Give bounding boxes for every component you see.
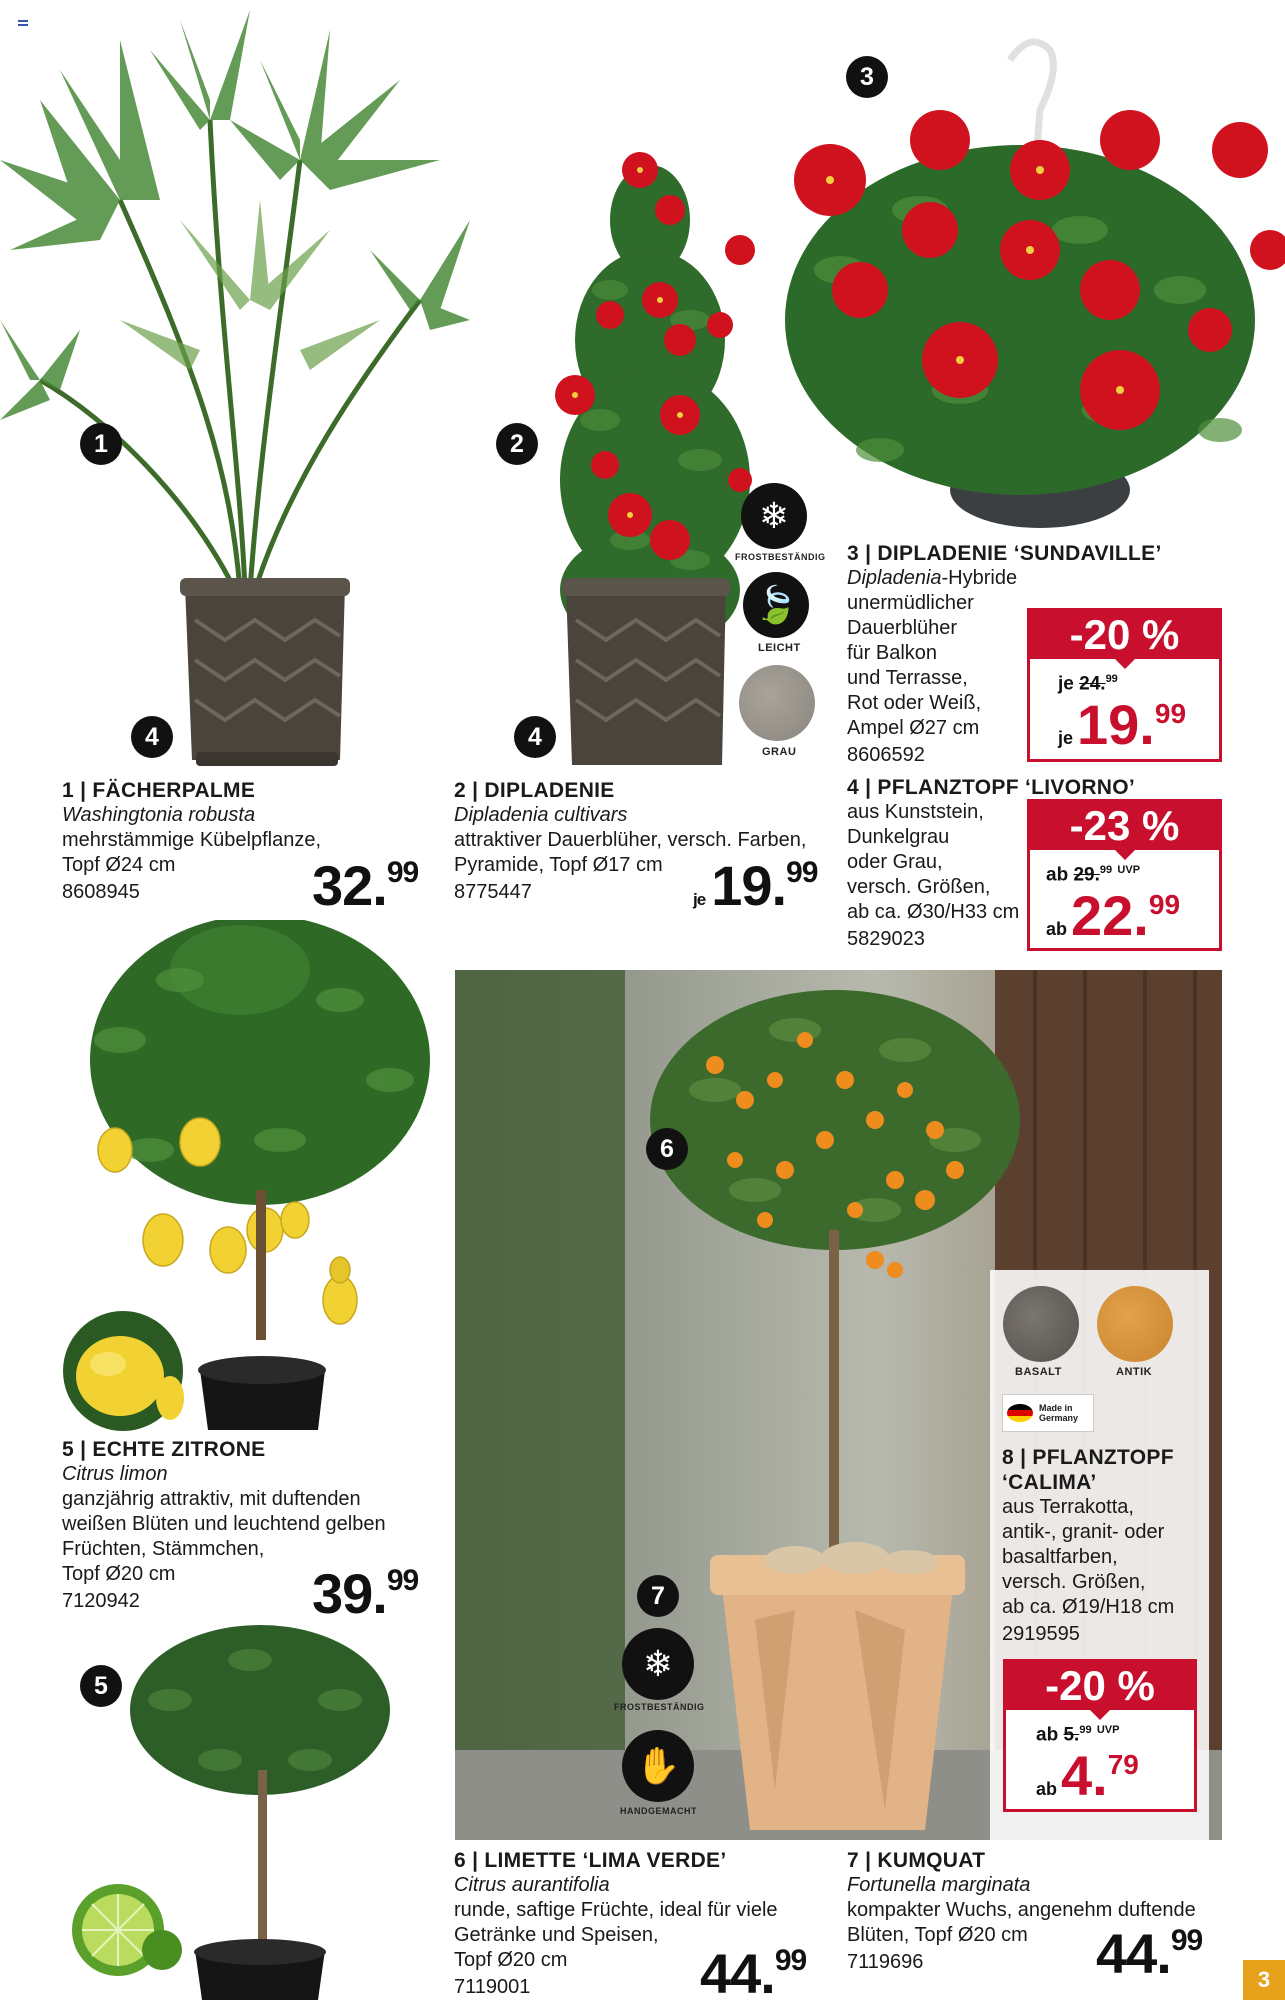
grey-label: GRAU	[762, 746, 797, 758]
product-latin-suffix: -Hybride	[941, 567, 1018, 589]
page-number: 3	[1243, 1960, 1285, 2000]
product-description-line: Getränke und Speisen,	[454, 1924, 659, 1946]
product-description-line: für Balkon	[847, 642, 938, 664]
frost-resistant-label: FROSTBESTÄNDIG	[614, 1702, 705, 1712]
new-price-prefix: je	[1058, 728, 1074, 748]
product-sku: 8608945	[62, 881, 140, 903]
product-title: 4 | PFLANZTOPF ‘LIVORNO’	[847, 776, 1136, 799]
new-price-prefix: ab	[1046, 919, 1068, 939]
product-description-line: Dauerblüher	[847, 617, 958, 639]
price-cents: 99	[786, 856, 818, 889]
product-description-line: Ampel Ø27 cm	[847, 717, 980, 739]
handmade-label: HANDGEMACHT	[620, 1806, 697, 1816]
price-main: 44.	[1096, 1922, 1171, 1985]
product-sku: 2919595	[1002, 1623, 1080, 1645]
product-number-badge: 4	[514, 716, 556, 758]
product-sku: 8606592	[847, 744, 925, 766]
new-price-cents: 79	[1107, 1749, 1139, 1780]
price-prefix: je	[693, 890, 706, 909]
product-description-line: Früchten, Stämmchen,	[62, 1538, 265, 1560]
product-sku: 7119001	[454, 1976, 531, 1998]
product-title: 1 | FÄCHERPALME	[62, 779, 256, 802]
snowflake-icon: ❄	[622, 1628, 694, 1700]
new-price	[1058, 693, 1187, 766]
product-number-badge: 7	[637, 1575, 679, 1617]
germany-text: Germany	[1039, 1413, 1079, 1423]
product-description-line: Blüten, Topf Ø20 cm	[847, 1924, 1028, 1946]
old-price-uvp: UVP	[1096, 1724, 1120, 1736]
old-price-main: 24.	[1079, 673, 1106, 695]
new-price	[1046, 884, 1181, 957]
new-price-main: 4.	[1061, 1744, 1108, 1807]
old-price-main: 29.	[1073, 864, 1100, 886]
old-price	[1046, 864, 1140, 886]
price-cents: 99	[386, 1564, 419, 1597]
lemon-closeup-image	[60, 1308, 186, 1434]
price-main: 32.	[312, 854, 387, 917]
product-title: 6 | LIMETTE ‘LIMA VERDE’	[454, 1849, 727, 1872]
basalt-swatch	[1003, 1286, 1079, 1362]
product-1-price	[312, 854, 419, 917]
product-8-sale-box	[1003, 1659, 1197, 1812]
new-price	[1036, 1744, 1139, 1817]
product-description-line: mehrstämmige Kübelpflanze,	[62, 829, 322, 851]
product-description-line: versch. Größen,	[1002, 1571, 1146, 1593]
old-price-cents: 99	[1079, 1724, 1092, 1736]
product-5-price	[312, 1562, 419, 1625]
product-title: 7 | KUMQUAT	[847, 1849, 986, 1872]
germany-flag-icon	[1007, 1404, 1033, 1422]
product-description-line: unermüdlicher	[847, 592, 974, 614]
product-description-line: antik-, granit- oder	[1002, 1521, 1165, 1543]
price-cents: 99	[774, 1944, 807, 1977]
product-description-line: kompakter Wuchs, angenehm duftende	[847, 1899, 1196, 1921]
product-number-badge: 3	[846, 56, 888, 98]
product-number-badge: 4	[131, 716, 173, 758]
product-description-line: versch. Größen,	[847, 876, 991, 898]
product-latin-name: Washingtonia robusta	[62, 804, 256, 826]
old-price	[1058, 673, 1118, 695]
product-7-price	[1096, 1922, 1203, 1985]
basalt-label: BASALT	[1015, 1366, 1062, 1378]
product-title-line-2: ‘CALIMA’	[1002, 1471, 1097, 1494]
product-title: 2 | DIPLADENIE	[454, 779, 615, 802]
product-description-line: Topf Ø24 cm	[62, 854, 176, 876]
product-latin-name: Citrus aurantifolia	[454, 1874, 610, 1896]
product-title: 8 | PFLANZTOPF	[1002, 1446, 1174, 1469]
product-description-line: ab ca. Ø30/H33 cm	[847, 901, 1020, 923]
product-sku: 8775447	[454, 881, 532, 903]
product-description-line: weißen Blüten und leuchtend gelben	[62, 1513, 386, 1535]
product-latin-name: Citrus limon	[62, 1463, 168, 1485]
old-price-cents: 99	[1099, 864, 1113, 876]
made-in-germany-badge	[1002, 1394, 1094, 1432]
product-description-line: Dunkelgrau	[847, 826, 950, 848]
product-description-line: ganzjährig attraktiv, mit duftenden	[62, 1488, 361, 1510]
price-main: 44.	[700, 1942, 775, 2000]
product-description-line: basaltfarben,	[1002, 1546, 1118, 1568]
product-number-badge: 1	[80, 423, 122, 465]
price-main: 19.	[711, 854, 787, 917]
new-price-main: 19.	[1077, 693, 1155, 756]
product-title: 3 | DIPLADENIE ‘SUNDAVILLE’	[847, 542, 1162, 565]
fan-palm-image	[0, 0, 470, 780]
product-latin-name: Fortunella marginata	[847, 1874, 1031, 1896]
old-price-prefix: je	[1058, 673, 1074, 695]
dipladenia-pyramid-image	[530, 140, 780, 780]
old-price-prefix: ab	[1046, 864, 1069, 886]
antik-label: ANTIK	[1116, 1366, 1153, 1378]
discount-percent: -23 %	[1030, 802, 1219, 850]
product-3-sale-box	[1027, 608, 1222, 762]
light-label: LEICHT	[758, 642, 801, 654]
old-price-prefix: ab	[1036, 1724, 1059, 1746]
product-description-line: und Terrasse,	[847, 667, 968, 689]
product-sku: 7120942	[62, 1590, 140, 1612]
product-1-info	[62, 778, 321, 905]
product-latin-name: Dipladenia cultivars	[454, 804, 628, 826]
product-latin-name: Dipladenia	[847, 567, 942, 589]
old-price-main: 5.	[1063, 1724, 1080, 1746]
frost-resistant-label: FROSTBESTÄNDIG	[735, 552, 826, 562]
product-description-line: oder Grau,	[847, 851, 943, 873]
product-description-line: ab ca. Ø19/H18 cm	[1002, 1596, 1175, 1618]
old-price-uvp: UVP	[1117, 864, 1141, 876]
product-description-line: aus Kunststein,	[847, 801, 984, 823]
new-price-prefix: ab	[1036, 1779, 1058, 1799]
product-description-line: Rot oder Weiß,	[847, 692, 982, 714]
discount-percent: -20 %	[1030, 611, 1219, 659]
new-price-cents: 99	[1148, 889, 1181, 920]
product-description-line: attraktiver Dauerblüher, versch. Farben,	[454, 829, 807, 851]
product-2-price	[693, 854, 818, 928]
product-8-info	[1002, 1445, 1174, 1647]
price-main: 39.	[312, 1562, 387, 1625]
made-in-text: Made in	[1039, 1403, 1073, 1413]
new-price-cents: 99	[1154, 698, 1187, 729]
leaf-icon: 🍃	[743, 572, 809, 638]
product-number-badge: 2	[496, 423, 538, 465]
sundaville-hanging-basket-image	[780, 30, 1285, 540]
antik-swatch	[1097, 1286, 1173, 1362]
product-4-sale-box	[1027, 799, 1222, 951]
new-price-main: 22.	[1071, 884, 1149, 947]
snowflake-icon: ❄	[741, 483, 807, 549]
price-cents: 99	[1170, 1924, 1203, 1957]
product-number-badge: 5	[80, 1665, 122, 1707]
discount-percent: -20 %	[1006, 1662, 1194, 1710]
old-price	[1036, 1724, 1119, 1746]
old-price-cents: 99	[1105, 673, 1118, 685]
product-6-price	[700, 1942, 807, 2000]
price-cents: 99	[386, 856, 419, 889]
product-description-line: Topf Ø20 cm	[62, 1563, 176, 1585]
product-description-line: aus Terrakotta,	[1002, 1496, 1134, 1518]
product-description-line: runde, saftige Früchte, ideal für viele	[454, 1899, 778, 1921]
hand-icon: ✋	[622, 1730, 694, 1802]
product-description-line: Pyramide, Topf Ø17 cm	[454, 854, 663, 876]
product-description-line: Topf Ø20 cm	[454, 1949, 568, 1971]
product-number-badge: 6	[646, 1128, 688, 1170]
grey-swatch	[739, 665, 815, 741]
lime-closeup-image	[62, 1880, 184, 1990]
product-title: 5 | ECHTE ZITRONE	[62, 1438, 266, 1461]
product-sku: 5829023	[847, 928, 925, 950]
product-sku: 7119696	[847, 1951, 924, 1973]
